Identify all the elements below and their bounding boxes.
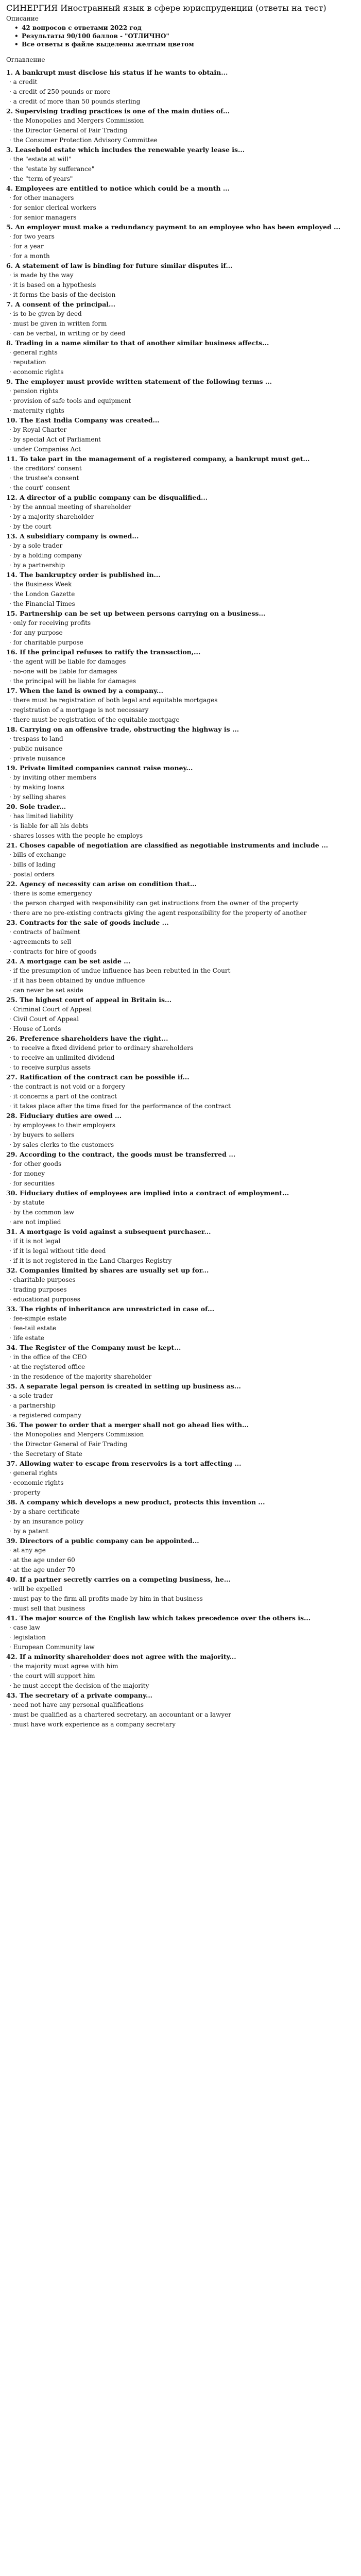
answer-option: · the Secretary of State [9, 1450, 82, 1458]
question-block [6, 802, 356, 841]
question-block [6, 107, 356, 145]
question-block [6, 995, 356, 1034]
answer-option: · the agent will be liable for damages [9, 658, 126, 665]
answer-option: · can never be set aside [9, 987, 83, 994]
answer-option: · reputation [9, 359, 46, 366]
answer-option: · a credit [9, 78, 38, 86]
answer-option: · it concerns a part of the contract [9, 1093, 117, 1100]
question-text: 9. The employer must provide written statement of the following terms ... [6, 378, 272, 385]
answer-option: · private nuisance [9, 755, 65, 762]
description-item: • 42 вопросов с ответами 2022 год [22, 24, 356, 32]
answer-option: · by the court [9, 523, 51, 530]
question-text: 26. Preference shareholders have the right... [6, 1035, 168, 1042]
question-block [6, 1227, 356, 1266]
answer-option: · the court will support him [9, 1672, 95, 1680]
answer-option: · the trustee's consent [9, 474, 79, 482]
answer-option: · general rights [9, 1469, 58, 1477]
question-block [6, 493, 356, 532]
question-text: 5. An employer must make a redundancy payment to an employee who has been employed ... [6, 223, 341, 231]
answer-option: · at the age under 60 [9, 1556, 75, 1564]
answer-option: · under Companies Act [9, 446, 81, 453]
question-text: 6. A statement of law is binding for future similar disputes if... [6, 262, 233, 269]
question-block [6, 1420, 356, 1459]
answer-option: · no-one will be liable for damages [9, 668, 117, 675]
answer-option: · the London Gazette [9, 590, 75, 598]
answer-option: · he must accept the decision of the majority [9, 1682, 149, 1689]
answer-option: · fee-tail estate [9, 1325, 56, 1332]
answer-option: · at any age [9, 1547, 46, 1554]
question-text: 13. A subsidiary company is owned... [6, 532, 139, 540]
answer-option: · by sales clerks to the customers [9, 1141, 114, 1148]
answer-option: · public nuisance [9, 745, 63, 752]
answer-option: · at the age under 70 [9, 1566, 75, 1573]
question-text: 36. The power to order that a merger shall not go ahead lies with... [6, 1421, 249, 1429]
question-block [6, 1575, 356, 1614]
answer-option: · by buyers to sellers [9, 1131, 75, 1139]
question-text: 39. Directors of a public company can be appointed... [6, 1537, 199, 1545]
question-block [6, 1304, 356, 1343]
answer-option: · for any purpose [9, 629, 63, 636]
answer-option: · life estate [9, 1334, 44, 1342]
answer-option: · Criminal Court of Appeal [9, 1006, 92, 1013]
question-block [6, 1034, 356, 1073]
answer-option: · the majority must agree with him [9, 1663, 118, 1670]
answer-option: · economic rights [9, 1479, 64, 1486]
answer-option: · if it is not registered in the Land Charges Registry [9, 1257, 172, 1264]
question-block [6, 1382, 356, 1420]
question-text: 38. A company which develops a new product, protects this invention ... [6, 1498, 265, 1506]
answer-option: · European Community law [9, 1643, 95, 1651]
answer-option: · for securities [9, 1180, 55, 1187]
question-block [6, 145, 356, 184]
question-block [6, 764, 356, 802]
question-text: 10. The East India Company was created... [6, 416, 160, 424]
answer-option: · to receive surplus assets [9, 1064, 91, 1071]
question-block [6, 918, 356, 957]
description-item: • Результаты 90/100 баллов - "ОТЛИЧНО" [22, 32, 356, 40]
answer-option: · general rights [9, 349, 58, 356]
description-list [6, 24, 356, 48]
answer-option: · has limited liability [9, 812, 74, 820]
answer-option: · contracts of bailment [9, 928, 80, 936]
answer-option: · will be expelled [9, 1585, 62, 1592]
answer-option: · by an insurance policy [9, 1518, 84, 1525]
question-block [6, 416, 356, 454]
toc-label: Оглавление [6, 56, 45, 63]
question-block [6, 1343, 356, 1382]
question-text: 27. Ratification of the contract can be possible if... [6, 1073, 190, 1081]
answer-option: · must be given in written form [9, 320, 107, 327]
answer-option: · postal orders [9, 871, 55, 878]
answer-option: · registration of a mortgage is not necessary [9, 706, 149, 714]
question-block [6, 1073, 356, 1111]
answer-option: · if it is legal without title deed [9, 1247, 106, 1255]
answer-option: · by a share certificate [9, 1508, 80, 1515]
answer-option: · is to be given by deed [9, 310, 82, 317]
answer-option: · economic rights [9, 368, 64, 376]
question-block [6, 68, 356, 107]
answer-option: · the Business Week [9, 581, 72, 588]
question-block [6, 377, 356, 416]
answer-option: · the person charged with responsibility can get instructions from the owner of the property [9, 900, 299, 907]
answer-option: · a partnership [9, 1402, 56, 1409]
question-block [6, 725, 356, 764]
question-text: 25. The highest court of appeal in Britain is... [6, 996, 172, 1004]
question-list [6, 68, 356, 1730]
question-block [6, 1614, 356, 1652]
question-text: 34. The Register of the Company must be kept... [6, 1344, 181, 1351]
answer-option: · by the common law [9, 1209, 75, 1216]
question-text: 12. A director of a public company can be disqualified... [6, 494, 208, 501]
answer-option: · it is based on a hypothesis [9, 281, 96, 289]
answer-option: · if it has been obtained by undue influence [9, 977, 145, 984]
question-text: 43. The secretary of a private company... [6, 1691, 153, 1699]
answer-option: · only for receiving profits [9, 619, 91, 626]
answer-option: · by a majority shareholder [9, 513, 94, 520]
answer-option: · the Consumer Protection Advisory Committee [9, 137, 158, 144]
question-text: 30. Fiduciary duties of employees are implied into a contract of employment... [6, 1189, 289, 1197]
answer-option: · bills of lading [9, 861, 56, 868]
answer-option: · House of Lords [9, 1025, 61, 1032]
answer-option: · in the office of the CEO [9, 1353, 87, 1361]
answer-option: · by statute [9, 1199, 45, 1206]
answer-option: · the Monopolies and Mergers Commission [9, 117, 144, 124]
question-block [6, 957, 356, 995]
answer-option: · for senior clerical workers [9, 204, 96, 211]
answer-option: · the principal will be liable for damages [9, 677, 136, 685]
answer-option: · contracts for hire of goods [9, 948, 97, 955]
question-block [6, 1652, 356, 1691]
question-block [6, 1536, 356, 1575]
answer-option: · there must be registration of the equitable mortgage [9, 716, 180, 723]
answer-option: · by the annual meeting of shareholder [9, 503, 131, 511]
question-text: 33. The rights of inheritance are unrestricted in case of... [6, 1305, 215, 1313]
question-text: 35. A separate legal person is created in setting up business as... [6, 1382, 241, 1390]
answer-option: · trespass to land [9, 735, 63, 742]
answer-option: · the Monopolies and Mergers Commission [9, 1431, 144, 1438]
answer-option: · to receive a fixed dividend prior to ordinary shareholders [9, 1044, 194, 1052]
question-text: 14. The bankruptcy order is published in... [6, 571, 161, 579]
answer-option: · a credit of 250 pounds or more [9, 88, 111, 95]
answer-option: · the "estate at will" [9, 156, 72, 163]
answer-option: · must have work experience as a company secretary [9, 1721, 176, 1728]
answer-option: · the "estate by sufferance" [9, 165, 95, 173]
question-block [6, 1111, 356, 1150]
answer-option: · case law [9, 1624, 40, 1631]
answer-option: · shares losses with the people he employs [9, 832, 143, 839]
answer-option: · trading purposes [9, 1286, 67, 1293]
question-block [6, 1266, 356, 1304]
question-text: 8. Trading in a name similar to that of another similar business affects... [6, 339, 269, 347]
question-block [6, 1459, 356, 1498]
question-block [6, 300, 356, 338]
question-text: 32. Companies limited by shares are usually set up for... [6, 1266, 209, 1274]
question-text: 22. Agency of necessity can arise on condition that... [6, 880, 197, 888]
answer-option: · for a month [9, 252, 50, 260]
answer-option: · the Director General of Fair Trading [9, 1440, 128, 1448]
answer-option: · legislation [9, 1634, 46, 1641]
answer-option: · Civil Court of Appeal [9, 1015, 79, 1023]
answer-option: · for charitable purpose [9, 639, 83, 646]
answer-option: · by inviting other members [9, 774, 96, 781]
answer-option: · a credit of more than 50 pounds sterling [9, 98, 141, 105]
answer-option: · by selling shares [9, 793, 66, 801]
answer-option: · charitable purposes [9, 1276, 76, 1283]
answer-option: · to receive an unlimited dividend [9, 1054, 115, 1061]
answer-option: · the "term of years" [9, 175, 73, 182]
answer-option: · for a year [9, 243, 44, 250]
question-block [6, 454, 356, 493]
answer-option: · in the residence of the majority shareholder [9, 1373, 152, 1380]
question-text: 15. Partnership can be set up between persons carrying on a business... [6, 609, 266, 617]
answer-option: · there are no pre-existing contracts giving the agent responsibility for the property of another [9, 909, 307, 917]
answer-option: · by making loans [9, 784, 64, 791]
answer-option: · provision of safe tools and equipment [9, 397, 131, 404]
question-block [6, 1691, 356, 1730]
question-text: 19. Private limited companies cannot raise money... [6, 764, 193, 772]
answer-option: · for senior managers [9, 214, 77, 221]
answer-option: · the court' consent [9, 484, 70, 492]
answer-option: · by a holding company [9, 552, 82, 559]
question-block [6, 1150, 356, 1189]
answer-option: · maternity rights [9, 407, 64, 414]
question-block [6, 338, 356, 377]
question-text: 24. A mortgage can be set aside ... [6, 957, 131, 965]
answer-option: · pension rights [9, 387, 58, 395]
question-block [6, 609, 356, 648]
answer-option: · by a patent [9, 1528, 49, 1535]
question-block [6, 261, 356, 300]
answer-option: · need not have any personal qualifications [9, 1701, 144, 1708]
answer-option: · the contract is not void or a forgery [9, 1083, 126, 1090]
answer-option: · must sell that business [9, 1605, 85, 1612]
answer-option: · a registered company [9, 1412, 82, 1419]
question-text: 16. If the principal refuses to ratify the transaction,... [6, 648, 201, 656]
question-block [6, 1498, 356, 1536]
answer-option: · if the presumption of undue influence has been rebutted in the Court [9, 967, 231, 974]
answer-option: · is made by the way [9, 272, 74, 279]
question-text: 23. Contracts for the sale of goods include ... [6, 919, 169, 926]
question-text: 11. To take part in the management of a registered company, a bankrupt must get... [6, 455, 310, 463]
answer-option: · by a partnership [9, 562, 65, 569]
answer-option: · if it is not legal [9, 1238, 61, 1245]
question-block [6, 841, 356, 879]
answer-option: · by employees to their employers [9, 1122, 115, 1129]
question-text: 4. Employees are entitled to notice which could be a month ... [6, 184, 230, 192]
question-text: 21. Choses capable of negotiation are classified as negotiable instruments and include ... [6, 841, 329, 849]
question-text: 7. A consent of the principal... [6, 300, 116, 308]
answer-option: · there must be registration of both legal and equitable mortgages [9, 697, 218, 704]
answer-option: · for other managers [9, 194, 74, 201]
question-block [6, 648, 356, 686]
answer-option: · bills of exchange [9, 851, 66, 858]
question-text: 41. The major source of the English law which takes precedence over the others is... [6, 1614, 311, 1622]
answer-option: · are not implied [9, 1218, 61, 1226]
answer-option: · there is some emergency [9, 890, 92, 897]
question-block [6, 879, 356, 918]
question-text: 40. If a partner secretly carries on a competing business, he... [6, 1575, 231, 1583]
answer-option: · for money [9, 1170, 45, 1177]
answer-option: · fee-simple estate [9, 1315, 67, 1322]
answer-option: · it takes place after the time fixed for the performance of the contract [9, 1103, 231, 1110]
answer-option: · it forms the basis of the decision [9, 291, 116, 298]
answer-option: · is liable for all his debts [9, 822, 89, 829]
answer-option: · educational purposes [9, 1296, 80, 1303]
page-title: СИНЕРГИЯ Иностранный язык в сфере юриспруденции (ответы на тест) [6, 3, 326, 13]
answer-option: · the creditors' consent [9, 465, 82, 472]
answer-option: · must pay to the firm all profits made by him in that business [9, 1595, 203, 1602]
answer-option: · for two years [9, 233, 55, 240]
answer-option: · by a sole trader [9, 542, 63, 549]
question-block [6, 184, 356, 223]
answer-option: · agreements to sell [9, 938, 72, 945]
answer-option: · the Director General of Fair Trading [9, 127, 128, 134]
question-text: 18. Carrying on an offensive trade, obstructing the highway is ... [6, 725, 239, 733]
answer-option: · at the registered office [9, 1363, 85, 1370]
question-text: 17. When the land is owned by a company... [6, 687, 163, 694]
answer-option: · can be verbal, in writing or by deed [9, 330, 126, 337]
description-item: • Все ответы в файле выделены желтым цветом [22, 40, 356, 48]
question-text: 37. Allowing water to escape from reservoirs is a tort affecting ... [6, 1460, 242, 1467]
answer-option: · must be qualified as a chartered secretary, an accountant or a lawyer [9, 1711, 231, 1718]
answer-option: · by Royal Charter [9, 426, 67, 433]
answer-option: · a sole trader [9, 1392, 53, 1399]
question-text: 20. Sole trader... [6, 803, 66, 810]
description-label: Описание [6, 15, 39, 22]
question-block [6, 686, 356, 725]
question-block [6, 532, 356, 570]
question-block [6, 570, 356, 609]
answer-option: · the Financial Times [9, 600, 75, 607]
question-text: 1. A bankrupt must disclose his status if he wants to obtain... [6, 69, 228, 76]
question-text: 29. According to the contract, the goods must be transferred ... [6, 1150, 236, 1158]
answer-option: · property [9, 1489, 41, 1496]
question-text: 28. Fiduciary duties are owed ... [6, 1112, 122, 1120]
answer-option: · by special Act of Parliament [9, 436, 101, 443]
question-text: 31. A mortgage is void against a subsequent purchaser... [6, 1228, 211, 1235]
answer-option: · for other goods [9, 1160, 62, 1167]
question-text: 3. Leasehold estate which includes the renewable yearly lease is... [6, 146, 245, 154]
question-block [6, 223, 356, 261]
question-text: 42. If a minority shareholder does not agree with the majority... [6, 1653, 236, 1660]
question-text: 2. Supervising trading practices is one of the main duties of... [6, 107, 230, 115]
question-block [6, 1189, 356, 1227]
